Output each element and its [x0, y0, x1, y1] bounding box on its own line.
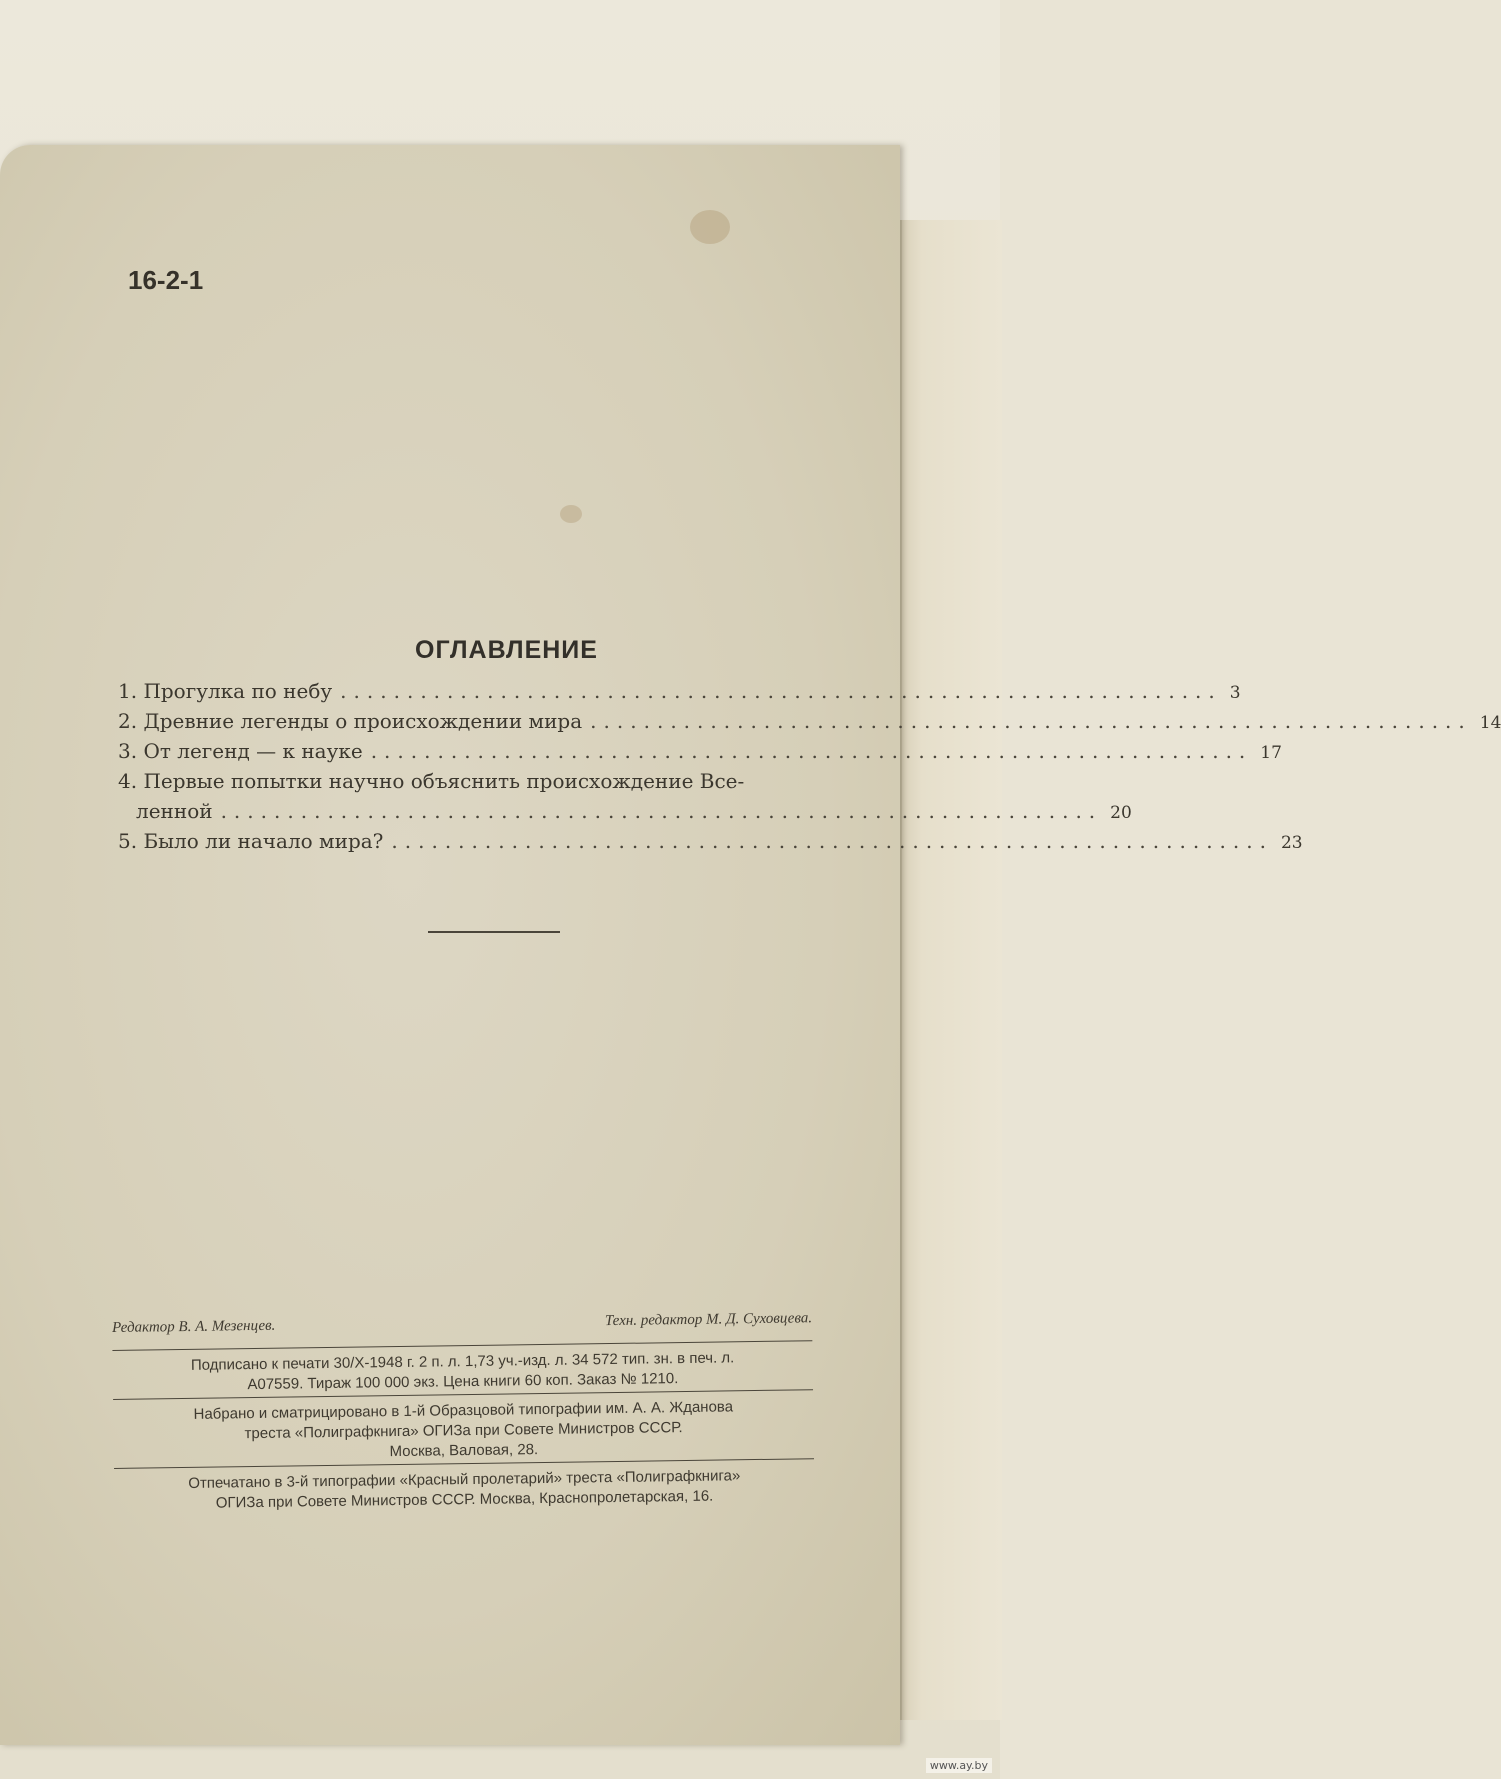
typesetting-info: Москва, Валовая, 28.: [389, 1441, 539, 1461]
toc-entry-title: 4. Первые попытки научно объяснить происхождение Все-: [118, 769, 745, 793]
toc-entry-page: 23: [1280, 833, 1303, 853]
toc-entry-page: 20: [1110, 803, 1132, 823]
paper-stain: [690, 210, 730, 244]
printer-info: Отпечатано в 3-й типографии «Красный пролетарий» треста «Полиграфкнига»: [188, 1467, 741, 1492]
dot-leader: ..................................................................: [340, 679, 1222, 703]
print-details: Подписано к печати 30/Х-1948 г. 2 п. л. 1,73 уч.-изд. л. 34 572 тип. зн. в печ. л.: [190, 1349, 735, 1374]
toc-entry: [118, 766, 848, 796]
toc-entry-page: 3: [1229, 683, 1241, 703]
toc-entry-title: 5. Было ли начало мира?: [118, 829, 384, 853]
toc-entry-page: 17: [1260, 743, 1282, 763]
printer-info: ОГИЗа при Совете Министров СССР. Москва, Краснопролетарская, 16.: [215, 1487, 714, 1512]
toc-entry-title: 1. Прогулка по небу: [118, 679, 333, 703]
toc-entry-page: 14: [1479, 713, 1501, 733]
toc-entry: [118, 676, 1241, 706]
section-divider: [428, 931, 560, 933]
print-details: А07559. Тираж 100 000 экз. Цена книги 60 коп. Заказ № 1210.: [247, 1370, 679, 1394]
toc-entry: [118, 736, 1282, 766]
toc-entry-title: 3. От легенд — к науке: [118, 739, 363, 763]
dot-leader: ..................................................................: [391, 829, 1273, 853]
colophon: [112, 1310, 815, 1515]
tech-editor-credit: Техн. редактор М. Д. Суховцева.: [604, 1310, 813, 1330]
paper-stain: [560, 505, 582, 523]
editor-credit: Редактор В. А. Мезенцев.: [112, 1317, 276, 1336]
dot-leader: ..................................................................: [370, 739, 1253, 763]
toc-entry-continuation: [118, 796, 1132, 826]
typesetting-info: треста «Полиграфкнига» ОГИЗа при Совете Министров СССР.: [244, 1419, 683, 1443]
page-code: 16-2-1: [128, 265, 204, 295]
toc-entry: [118, 826, 1303, 856]
toc-entry-title-continued: ленной: [136, 799, 213, 823]
site-watermark: www.ay.by: [926, 1758, 992, 1773]
adjacent-page-edge: [900, 220, 1002, 1720]
table-of-contents: [118, 676, 1501, 856]
toc-title: ОГЛАВЛЕНИЕ: [415, 636, 598, 664]
toc-entry: [118, 706, 1501, 736]
typesetting-info: Набрано и сматрицировано в 1-й Образцовой типографии им. А. А. Жданова: [193, 1398, 734, 1423]
toc-entry-title: 2. Древние легенды о происхождении мира: [118, 709, 583, 733]
dot-leader: ..................................................................: [590, 709, 1472, 733]
dot-leader: ..................................................................: [220, 799, 1103, 823]
